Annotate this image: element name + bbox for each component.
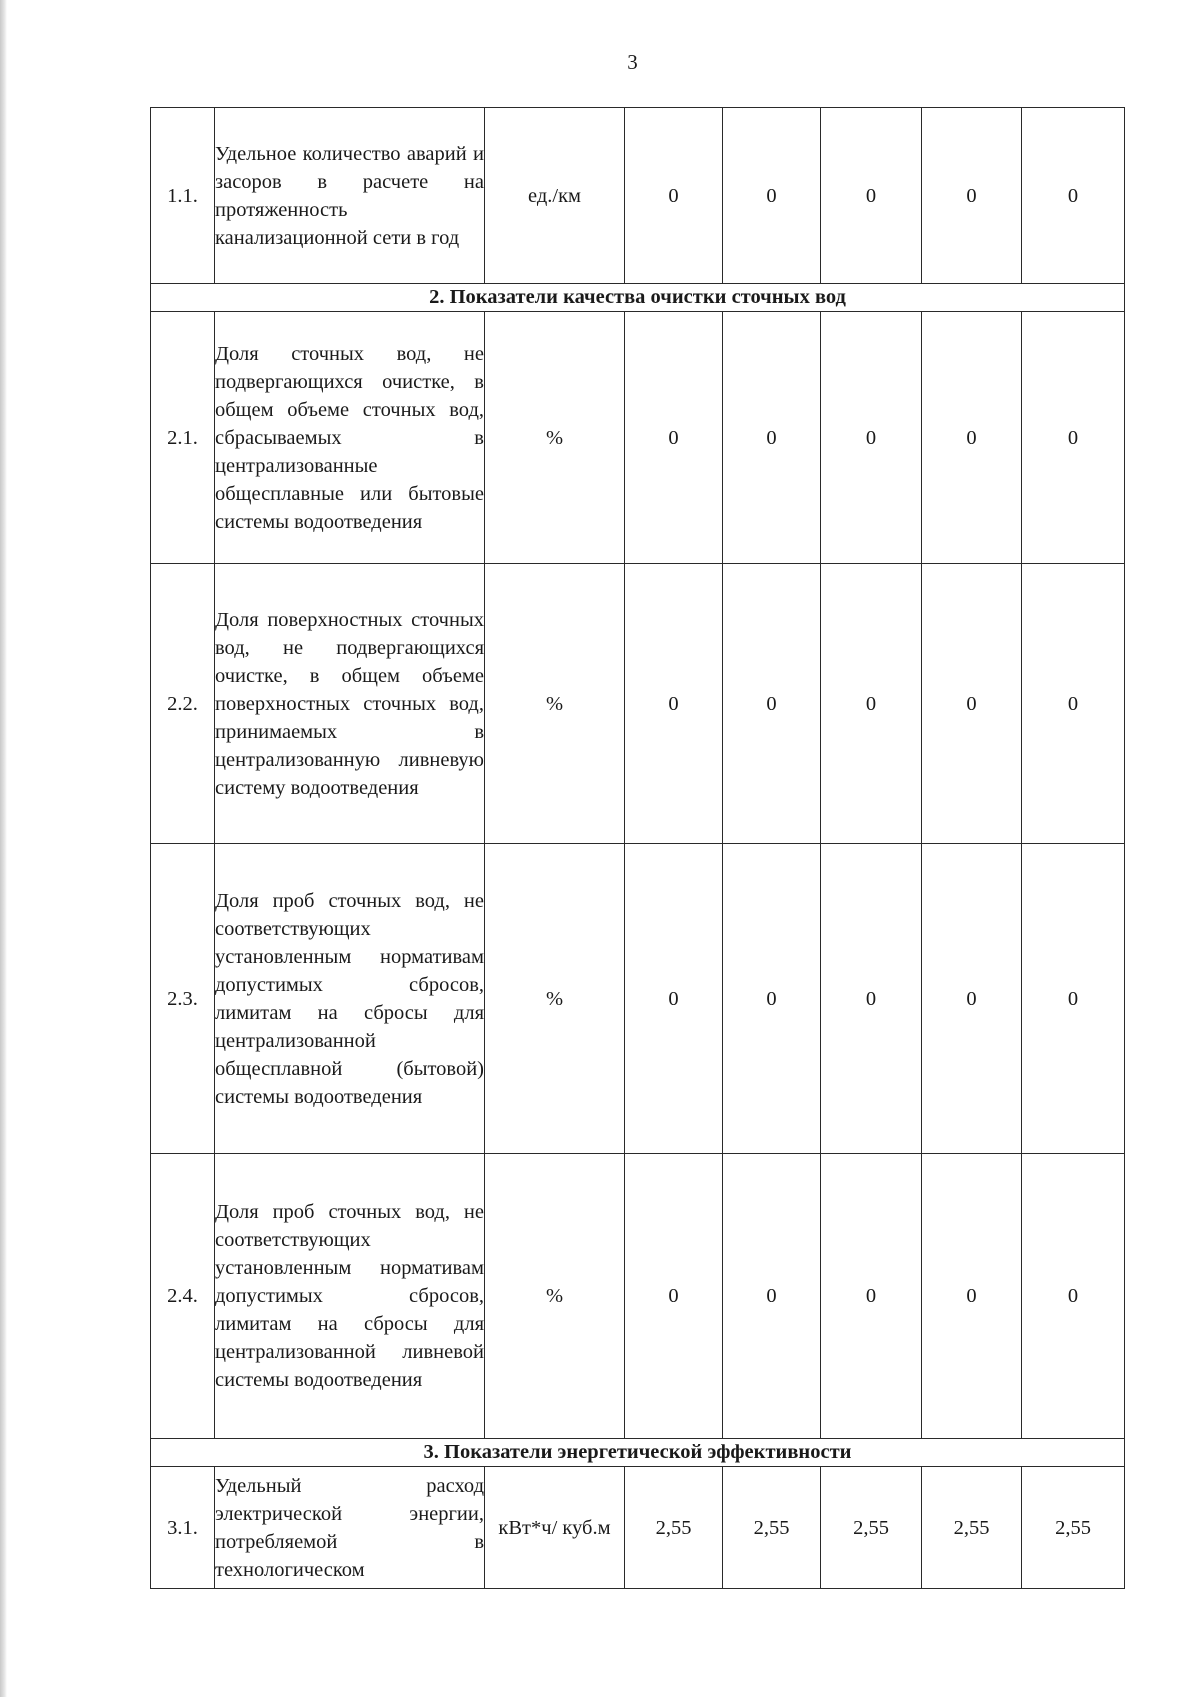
value-cell: 2,55 xyxy=(821,1467,922,1589)
indicator-name: Доля проб сточных вод, не соответствующих установленным нормативам допустимых сбросов, лимитам на сбросы для централизованной общесплавной (бытовой) системы водоотведения xyxy=(215,844,485,1154)
table-row xyxy=(151,1154,1125,1439)
indicator-name: Доля сточных вод, не подвергающихся очистке, в общем объеме сточных вод, сбрасываемых в централизованные общесплавные или бытовые системы водоотведения xyxy=(215,312,485,564)
value-cell: 2,55 xyxy=(922,1467,1022,1589)
unit-cell: кВт*ч/ куб.м xyxy=(485,1467,625,1589)
section-header-row xyxy=(151,1439,1125,1467)
value-cell: 0 xyxy=(922,1154,1022,1439)
value-cell: 2,55 xyxy=(723,1467,821,1589)
indicator-name: Доля поверхностных сточных вод, не подвергающихся очистке, в общем объеме поверхностных сточных вод, принимаемых в централизованную ливневую систему водоотведения xyxy=(215,564,485,844)
value-cell: 0 xyxy=(821,564,922,844)
value-cell: 0 xyxy=(821,1154,922,1439)
table-row xyxy=(151,844,1125,1154)
row-number: 1.1. xyxy=(151,108,215,284)
value-cell: 2,55 xyxy=(1022,1467,1125,1589)
value-cell: 0 xyxy=(922,564,1022,844)
row-number: 2.3. xyxy=(151,844,215,1154)
value-cell: 0 xyxy=(922,108,1022,284)
unit-cell: % xyxy=(485,312,625,564)
value-cell: 0 xyxy=(625,564,723,844)
value-cell: 2,55 xyxy=(625,1467,723,1589)
unit-cell: % xyxy=(485,844,625,1154)
page-number: 3 xyxy=(627,50,638,74)
value-cell: 0 xyxy=(723,1154,821,1439)
value-cell: 0 xyxy=(1022,1154,1125,1439)
scan-edge-shadow xyxy=(0,0,7,1697)
row-number: 2.4. xyxy=(151,1154,215,1439)
table-row xyxy=(151,564,1125,844)
indicator-name: Удельный расход электрической энергии, потребляемой в технологическом xyxy=(215,1467,485,1589)
section-title: 3. Показатели энергетической эффективности xyxy=(151,1439,1125,1467)
value-cell: 0 xyxy=(922,312,1022,564)
section-title: 2. Показатели качества очистки сточных вод xyxy=(151,284,1125,312)
row-number: 3.1. xyxy=(151,1467,215,1589)
value-cell: 0 xyxy=(821,108,922,284)
table-row xyxy=(151,1467,1125,1589)
row-number: 2.2. xyxy=(151,564,215,844)
value-cell: 0 xyxy=(1022,844,1125,1154)
value-cell: 0 xyxy=(625,108,723,284)
value-cell: 0 xyxy=(821,844,922,1154)
value-cell: 0 xyxy=(723,312,821,564)
value-cell: 0 xyxy=(625,844,723,1154)
value-cell: 0 xyxy=(723,564,821,844)
value-cell: 0 xyxy=(1022,108,1125,284)
value-cell: 0 xyxy=(625,1154,723,1439)
value-cell: 0 xyxy=(1022,312,1125,564)
section-header-row xyxy=(151,284,1125,312)
unit-cell: % xyxy=(485,564,625,844)
table-row xyxy=(151,108,1125,284)
unit-cell: % xyxy=(485,1154,625,1439)
value-cell: 0 xyxy=(1022,564,1125,844)
value-cell: 0 xyxy=(821,312,922,564)
indicator-name: Доля проб сточных вод, не соответствующих установленным нормативам допустимых сбросов, лимитам на сбросы для централизованной ливневой системы водоотведения xyxy=(215,1154,485,1439)
value-cell: 0 xyxy=(922,844,1022,1154)
value-cell: 0 xyxy=(723,844,821,1154)
indicators-table xyxy=(150,107,1125,1589)
row-number: 2.1. xyxy=(151,312,215,564)
value-cell: 0 xyxy=(723,108,821,284)
table-row xyxy=(151,312,1125,564)
unit-cell: ед./км xyxy=(485,108,625,284)
value-cell: 0 xyxy=(625,312,723,564)
indicator-name: Удельное количество аварий и засоров в расчете на протяженность канализационной сети в год xyxy=(215,108,485,284)
